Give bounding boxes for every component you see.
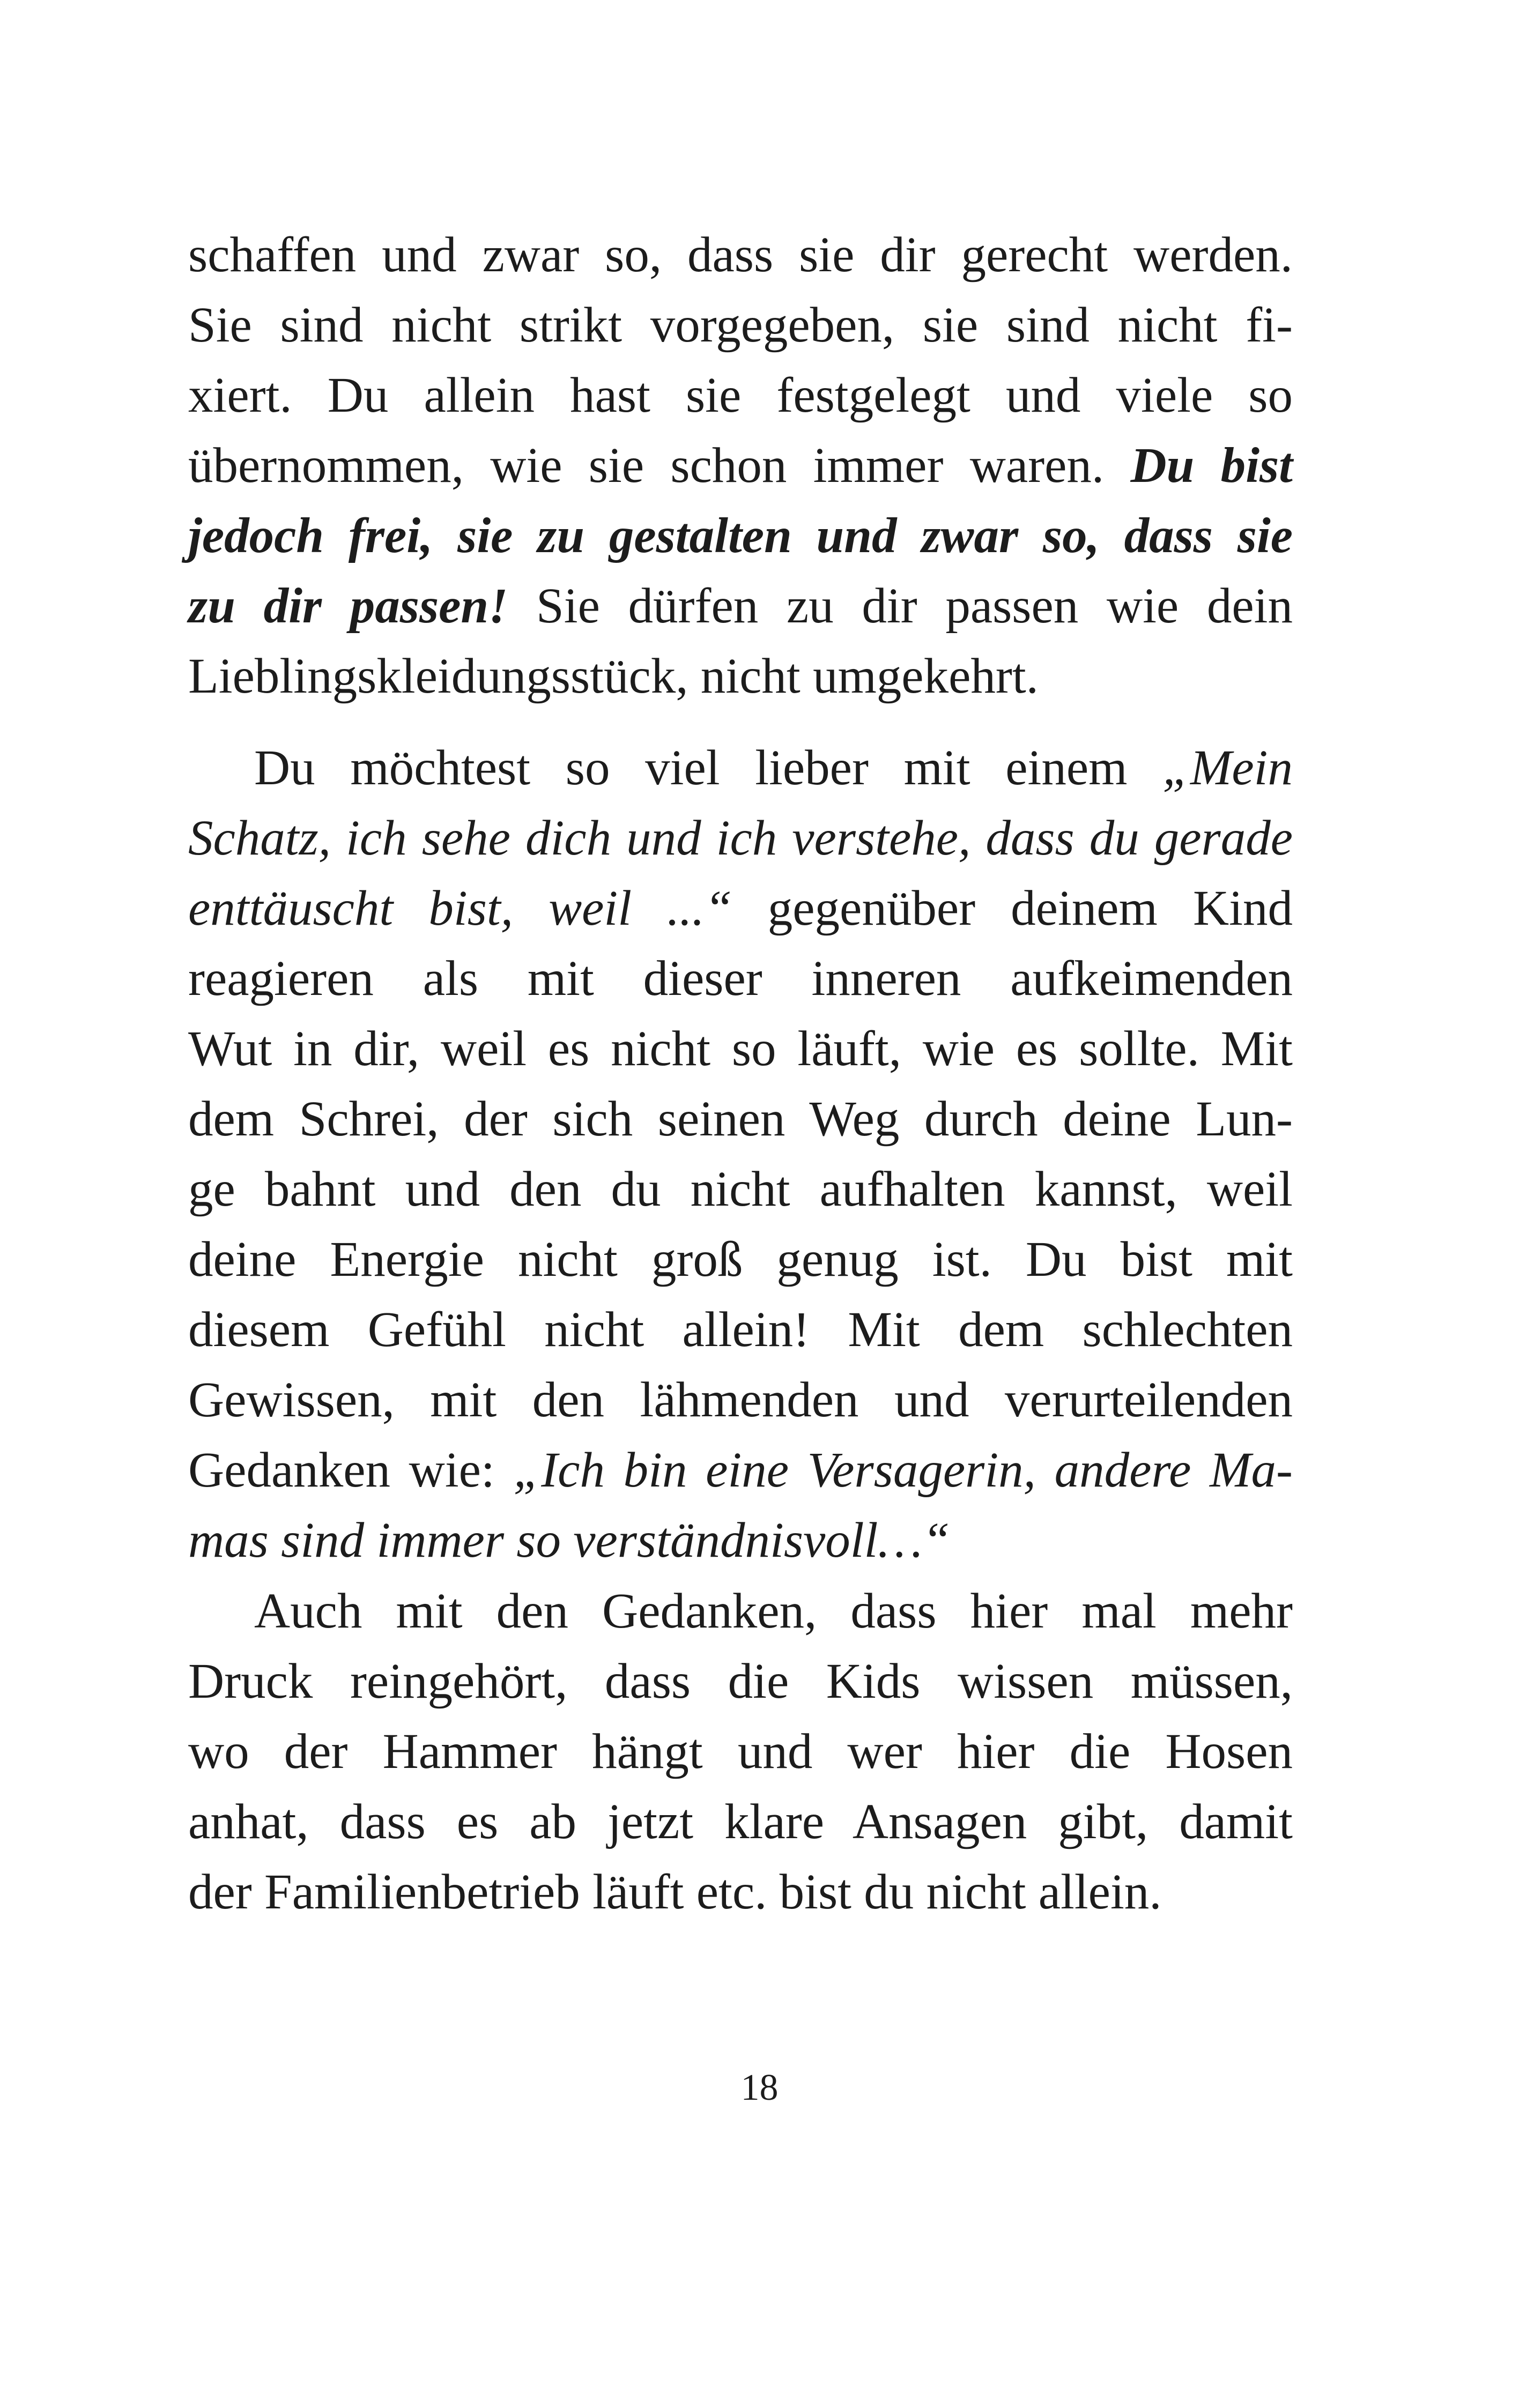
text-line (188, 641, 1293, 711)
bold-italic-run: zu dir passen! (188, 578, 508, 634)
italic-run: „Ich bin eine Versagerin, andere Ma- (513, 1443, 1293, 1498)
text-run: gegenüber deinem Kind (732, 881, 1293, 936)
bold-italic-run: Du bist (1130, 438, 1293, 493)
text-line (188, 430, 1293, 501)
text-line (188, 873, 1293, 943)
text-line (188, 1154, 1293, 1224)
text-run: dem Schrei, der sich seinen Weg durch deine Lun- (188, 1091, 1293, 1147)
paragraph-1 (188, 220, 1293, 711)
text-run: ge bahnt und den du nicht aufhalten kannst, weil (188, 1162, 1293, 1217)
text-line (188, 733, 1293, 803)
paragraph-3 (188, 1576, 1293, 1927)
text-line (188, 501, 1293, 571)
text-line (188, 571, 1293, 641)
text-run: deine Energie nicht groß genug ist. Du bist mit (188, 1232, 1293, 1287)
text-run: schaffen und zwar so, dass sie dir gerecht werden. (188, 227, 1293, 283)
text-line (188, 1014, 1293, 1084)
text-line (188, 360, 1293, 430)
text-line (188, 1576, 1293, 1646)
text-line (188, 1435, 1293, 1505)
text-line (188, 1295, 1293, 1365)
text-run: Druck reingehört, dass die Kids wissen müssen, (188, 1654, 1293, 1709)
italic-run: enttäuscht bist, weil ...“ (188, 881, 732, 936)
text-run: anhat, dass es ab jetzt klare Ansagen gibt, damit (188, 1794, 1293, 1849)
text-line (188, 220, 1293, 290)
text-run: Auch mit den Gedanken, dass hier mal mehr (254, 1584, 1293, 1639)
text-run: übernommen, wie sie schon immer waren. (188, 438, 1131, 493)
text-line (188, 1857, 1293, 1927)
text-run: Lieblingskleidungsstück, nicht umgekehrt. (188, 649, 1039, 704)
text-run: diesem Gefühl nicht allein! Mit dem schlechten (188, 1302, 1293, 1357)
text-run: der Familienbetrieb läuft etc. bist du nicht allein. (188, 1864, 1162, 1920)
text-run: Gewissen, mit den lähmenden und verurteilenden (188, 1372, 1293, 1428)
text-run: reagieren als mit dieser inneren aufkeimenden (188, 951, 1293, 1006)
text-run: Sie dürfen zu dir passen wie dein (508, 578, 1293, 634)
text-line (188, 1716, 1293, 1787)
italic-run: mas sind immer so verständnisvoll…“ (188, 1513, 950, 1568)
text-run: Sie sind nicht strikt vorgegeben, sie sind nicht fi- (188, 298, 1293, 353)
text-line (188, 1505, 1293, 1575)
paragraph-2 (188, 733, 1293, 1575)
italic-run: „Mein (1162, 740, 1293, 796)
bold-italic-run: jedoch frei, sie zu gestalten und zwar so, dass sie (188, 508, 1293, 563)
text-line (188, 1365, 1293, 1435)
italic-run: Schatz, ich sehe dich und ich verstehe, dass du gerade (188, 811, 1293, 866)
text-line (188, 290, 1293, 360)
text-run: Gedanken wie: (188, 1443, 514, 1498)
text-run: wo der Hammer hängt und wer hier die Hosen (188, 1724, 1293, 1779)
text-line (188, 943, 1293, 1014)
text-line (188, 1787, 1293, 1857)
text-line (188, 1646, 1293, 1716)
text-line (188, 803, 1293, 873)
page-number: 18 (740, 2067, 779, 2108)
text-run: xiert. Du allein hast sie festgelegt und viele so (188, 368, 1293, 423)
text-line (188, 1224, 1293, 1295)
text-line (188, 1084, 1293, 1154)
text-run: Du möchtest so viel lieber mit einem (254, 740, 1163, 796)
text-run: Wut in dir, weil es nicht so läuft, wie es sollte. Mit (188, 1021, 1293, 1076)
